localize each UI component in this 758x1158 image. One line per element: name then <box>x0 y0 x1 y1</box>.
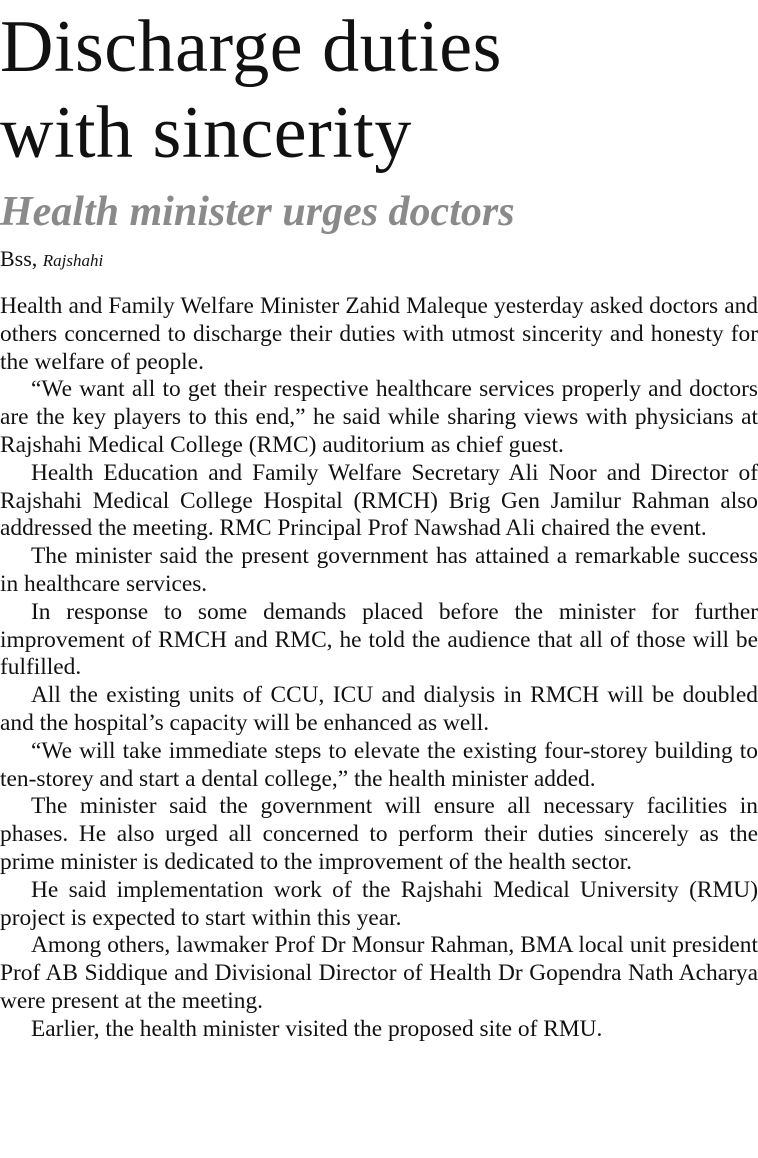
article-paragraph: Among others, lawmaker Prof Dr Monsur Rahman, BMA local unit president Prof AB Siddique and Divisional Director of Health Dr Gopendra Nath Acharya were present at the meeting. <box>0 932 758 1014</box>
article-paragraph: “We want all to get their respective healthcare services properly and doctors are the key players to this end,” he said while sharing views with physicians at Rajshahi Medical College (RMC) auditorium as chief guest. <box>0 376 758 458</box>
article-paragraph: All the existing units of CCU, ICU and dialysis in RMCH will be doubled and the hospital’s capacity will be enhanced as well. <box>0 682 758 736</box>
article-paragraph: He said implementation work of the Rajshahi Medical University (RMU) project is expected to start within this year. <box>0 876 758 931</box>
article-paragraph: “We will take immediate steps to elevate the existing four-storey building to ten-storey and start a dental college,” the health minister added. <box>0 737 758 792</box>
subheadline: Health minister urges doctors <box>0 189 515 235</box>
article-paragraph: In response to some demands placed before the minister for further improvement of RMCH and RMC, he told the audience that all of those will be fulfilled. <box>0 598 758 681</box>
article-paragraph: Health Education and Family Welfare Secretary Ali Noor and Director of Rajshahi Medical College Hospital (RMCH) Brig Gen Jamilur Rahman also addressed the meeting. RMC Principal Prof Nawshad Ali chaired the event. <box>0 459 758 542</box>
article-paragraph: Earlier, the health minister visited the proposed site of RMU. <box>31 1015 603 1042</box>
headline <box>0 4 758 176</box>
byline-place: Rajshahi <box>42 251 104 270</box>
article-body <box>0 293 758 1044</box>
headline-line-1: Discharge duties <box>0 6 502 88</box>
article-paragraph: Health and Family Welfare Minister Zahid Maleque yesterday asked doctors and others concerned to discharge their duties with utmost sincerity and honesty for the welfare of people. <box>0 293 758 375</box>
byline-agency: Bss, <box>0 246 38 271</box>
article-paragraph: The minister said the government will ensure all necessary facilities in phases. He also urged all concerned to perform their duties sincerely as the prime minister is dedicated to the improvement of the health sector. <box>0 793 758 875</box>
article-paragraph: The minister said the present government has attained a remarkable success in healthcare services. <box>0 543 758 597</box>
byline <box>0 245 103 275</box>
headline-line-2: with sincerity <box>0 92 412 174</box>
